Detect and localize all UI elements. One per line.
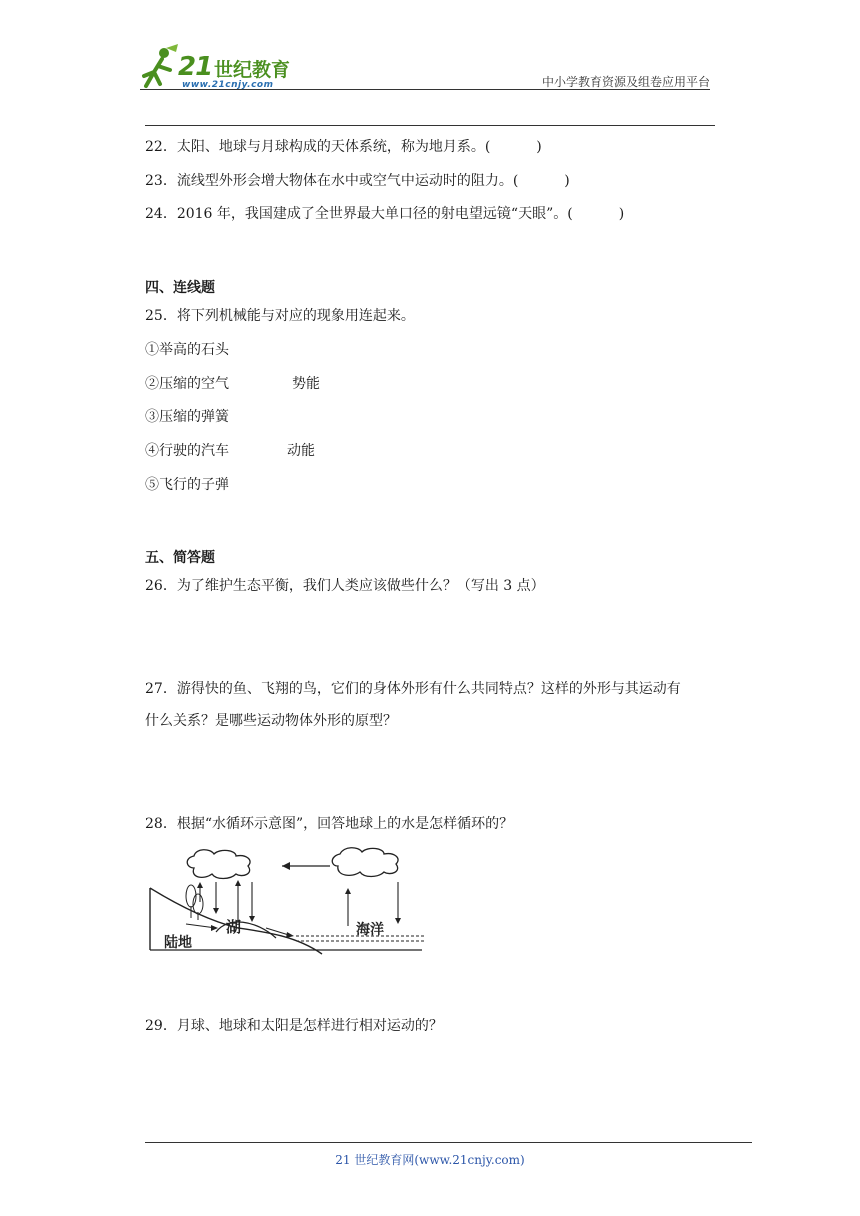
match-right-kinetic-energy[interactable]: 动能 — [287, 443, 315, 459]
question-22 — [145, 136, 542, 156]
land-label: 陆地 — [164, 935, 192, 951]
sea-label: 海洋 — [356, 922, 384, 938]
question-number: 24． — [145, 206, 177, 222]
cloud-icon — [332, 848, 398, 877]
close-paren: ) — [564, 173, 570, 189]
question-text: 太阳、地球与月球构成的天体系统，称为地月系。( — [176, 139, 491, 155]
logo-url: www.21cnjy.com — [182, 80, 274, 90]
question-text: 流线型外形会增大物体在水中或空气中运动时的阻力。( — [176, 173, 519, 189]
cloud-icon — [187, 850, 250, 879]
match-left-item-3[interactable]: ③压缩的弹簧 — [145, 409, 229, 425]
close-paren: ) — [618, 206, 625, 222]
question-24 — [145, 203, 624, 223]
match-right-potential-energy[interactable]: 势能 — [292, 376, 320, 392]
footer-divider — [145, 1142, 752, 1143]
header-platform-text: 中小学教育资源及组卷应用平台 — [541, 75, 710, 89]
question-26: 26．为了维护生态平衡，我们人类应该做些什么？（写出 3 点） — [145, 578, 545, 594]
runner-icon — [140, 44, 180, 90]
question-number: 22． — [145, 139, 177, 155]
match-left-item-4[interactable]: ④行驶的汽车 — [145, 443, 229, 459]
logo-title: 世纪教育 — [214, 59, 291, 81]
match-left-item-2[interactable]: ②压缩的空气 — [145, 376, 229, 392]
logo — [140, 44, 320, 90]
question-27-line-1: 27．游得快的鱼、飞翔的鸟，它们的身体外形有什么共同特点？这样的外形与其运动有 — [145, 681, 681, 697]
question-23 — [145, 170, 570, 190]
lake-label: 湖 — [226, 918, 242, 936]
content-top-rule — [145, 125, 715, 126]
close-paren: ) — [536, 139, 542, 155]
match-left-item-1[interactable]: ①举高的石头 — [145, 342, 229, 358]
footer-link[interactable]: 21 世纪教育网(www.21cnjy.com) — [335, 1153, 525, 1167]
section-title-matching: 四、连线题 — [145, 280, 215, 296]
question-27-line-2: 什么关系？是哪些运动物体外形的原型？ — [145, 713, 397, 729]
water-cycle-diagram — [146, 846, 428, 960]
logo-number: 21 — [178, 52, 213, 82]
match-left-item-5[interactable]: ⑤飞行的子弹 — [145, 477, 229, 493]
question-28: 28．根据“水循环示意图”，回答地球上的水是怎样循环的？ — [145, 816, 514, 832]
section-title-short-answer: 五、简答题 — [145, 550, 215, 566]
question-25: 25．将下列机械能与对应的现象用连起来。 — [145, 308, 415, 324]
question-29: 29．月球、地球和太阳是怎样进行相对运动的？ — [145, 1018, 443, 1034]
question-text: 2016 年，我国建成了全世界最大单口径的射电望远镜“天眼”。( — [176, 206, 573, 222]
question-number: 23． — [145, 173, 177, 189]
header-divider — [140, 89, 710, 90]
